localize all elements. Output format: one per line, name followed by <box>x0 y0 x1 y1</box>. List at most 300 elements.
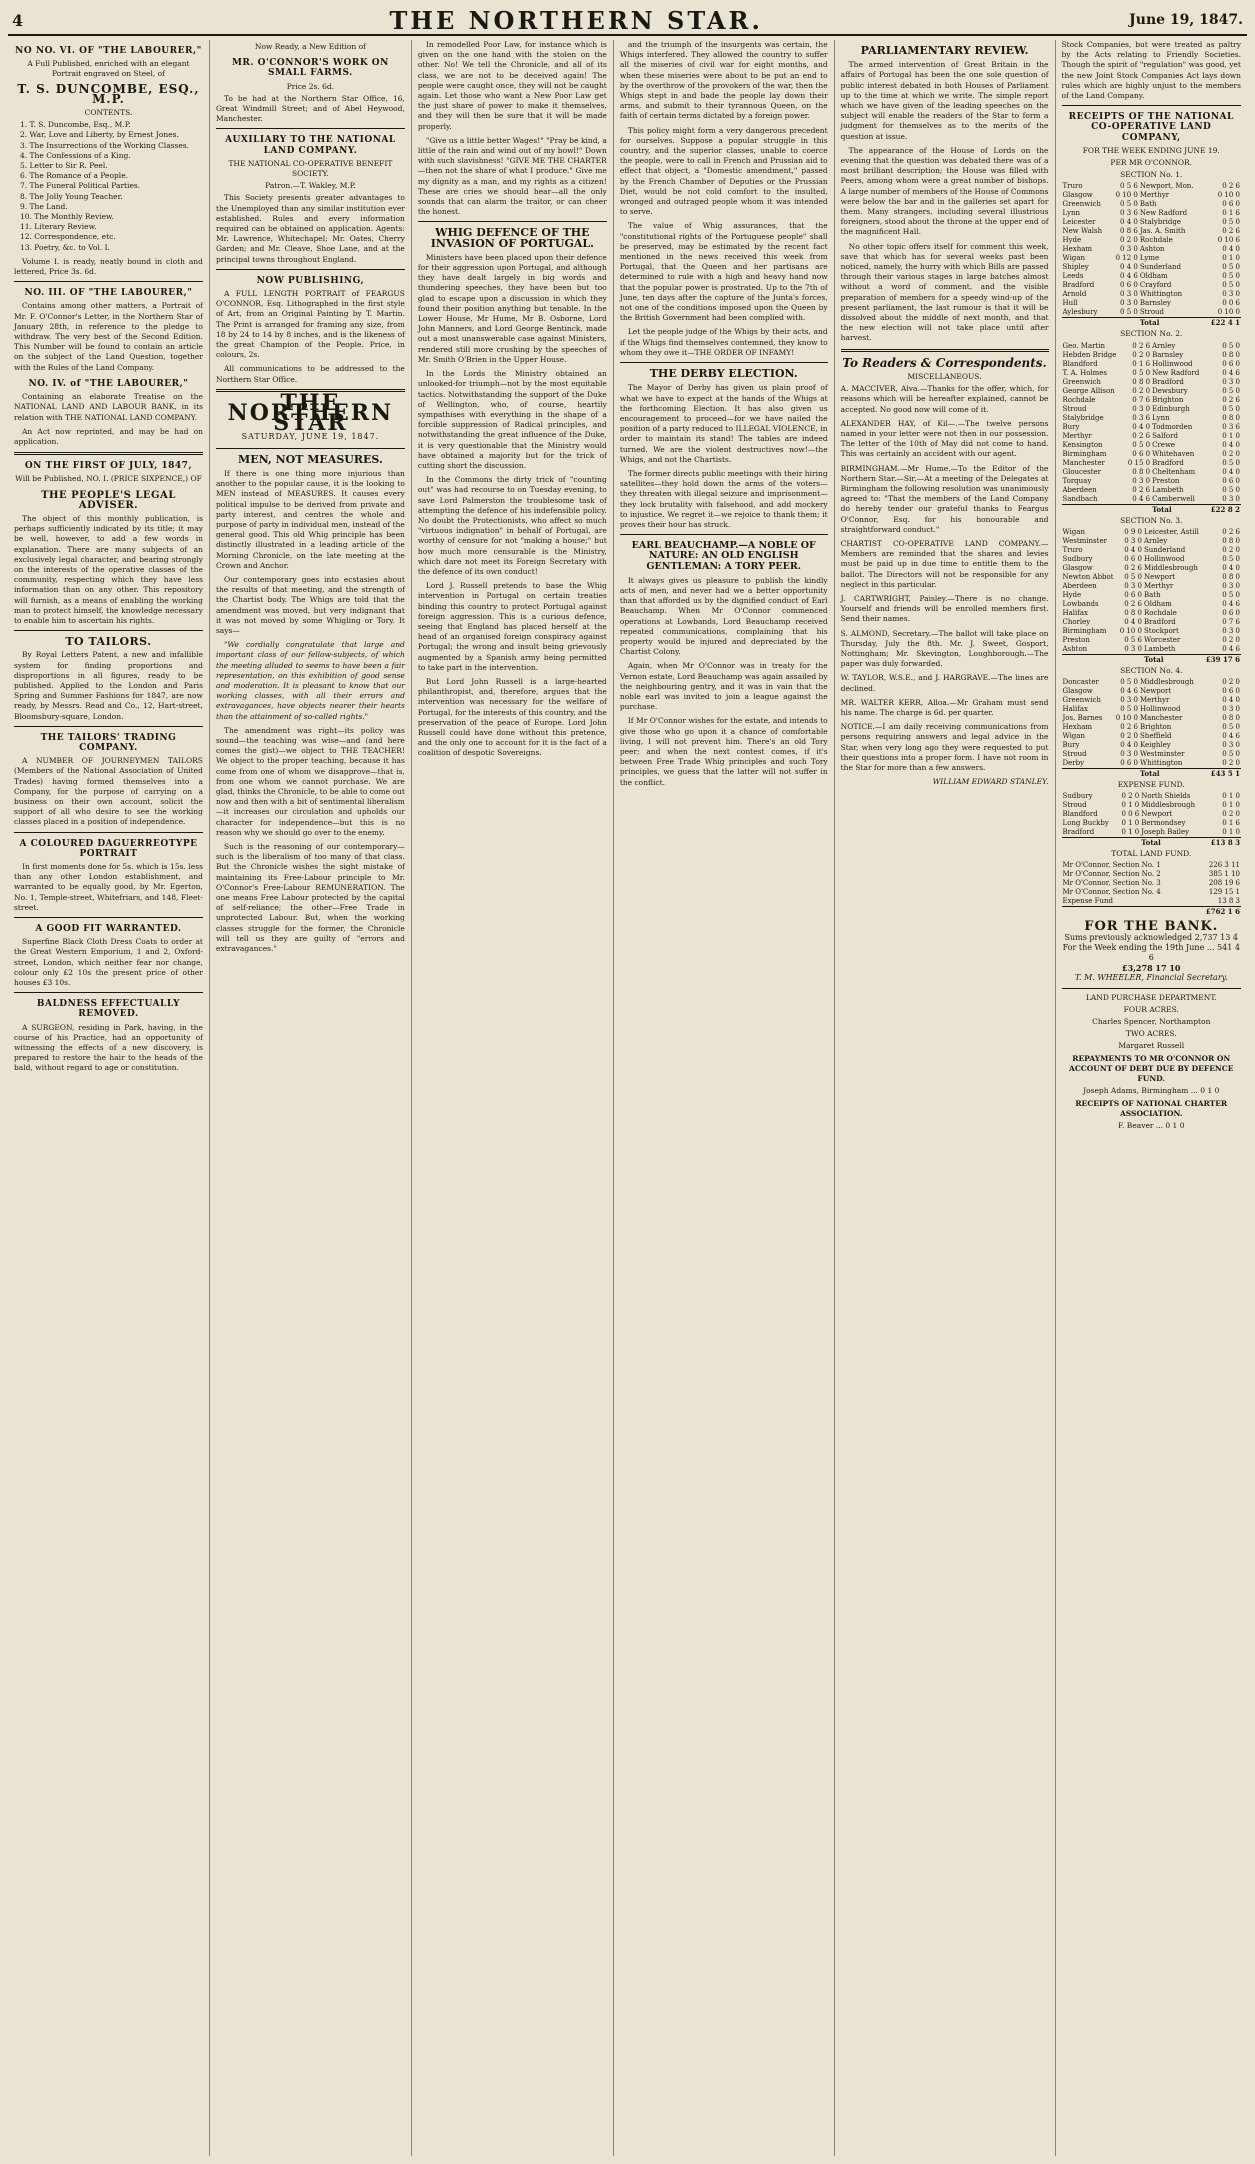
table-cell: Greenwich <box>1062 377 1101 386</box>
table-cell: Stockport <box>1144 626 1179 635</box>
table-cell <box>1117 654 1143 664</box>
table-row <box>1062 819 1242 828</box>
table-row <box>1062 687 1242 696</box>
table-cell: 0 4 0 <box>1120 263 1138 272</box>
table-row <box>1062 218 1242 227</box>
table-cell: 0 1 0 <box>1121 801 1140 810</box>
table-cell: 0 4 0 <box>1222 696 1240 705</box>
table-cell: Gloucester <box>1062 467 1102 476</box>
ad-labourer-vi-sub: A Full Published, enriched with an elegant Portrait engraved on Steel, of <box>27 59 190 79</box>
ad-legal-adviser-title: THE PEOPLE'S LEGAL ADVISER. <box>41 489 176 511</box>
land-purchase-line: TWO ACRES. <box>1125 1029 1177 1039</box>
list-item: 9. The Land. <box>20 201 68 211</box>
table-cell: 0 5 0 <box>1222 750 1240 759</box>
table-cell: Newport, Mon. <box>1139 182 1194 191</box>
table-cell: 0 4 6 <box>1222 599 1240 608</box>
table-row <box>1062 696 1242 705</box>
table-cell: Mr O'Connor, Section No. 4 <box>1062 888 1161 897</box>
table-cell: 0 5 6 <box>1120 182 1138 191</box>
lead-article-head: MEN, NOT MEASURES. <box>238 452 383 466</box>
section-1-table <box>1062 182 1242 327</box>
table-cell: 0 3 0 <box>1120 245 1138 254</box>
earl-beauchamp-paragraph: If Mr O'Connor wishes for the estate, and intends to give those who go upon it a chance of comfortable living, I will not prevent him. There's an old Tory peer; and when the next contest comes, if it's between Free Trade Whig principles and such Tory principles, we guess that the latter will not suffer in the conflict. <box>619 716 828 787</box>
divider <box>620 534 828 535</box>
table-cell: 0 4 0 <box>1120 741 1139 750</box>
table-cell: 0 3 0 <box>1120 696 1139 705</box>
table-cell: 0 3 0 <box>1124 536 1142 545</box>
receipts-intro: Stock Companies, but were treated as paltry by the Acts relating to Friendly Societies. Though the spirit of "regulation" was good, yet the new Joint Stock Companies Act lays down rules which are highly unjust to the members of the Land Company. <box>1061 40 1241 101</box>
parliamentary-review-paragraph: The armed intervention of Great Britain in the affairs of Portugal has been the one sole question of public interest debated in both Houses of Parliament up to the time at which we write. The simple report which we have given of the leading speeches on the subject will enable the readers of the Star to form a judgment for themselves as to the merits of the question at issue. <box>840 60 1049 141</box>
table-cell: 0 4 6 <box>1222 368 1240 377</box>
table-cell: 226 3 11 <box>1208 861 1240 870</box>
table-cell: 0 2 6 <box>1132 341 1151 350</box>
ad-good-fit-head: A GOOD FIT WARRANTED. <box>35 924 182 935</box>
table-cell: 0 2 6 <box>1222 527 1240 536</box>
table-cell: 0 5 0 <box>1120 308 1138 317</box>
table-row <box>1062 299 1242 308</box>
table-cell: 0 2 0 <box>1222 635 1240 644</box>
table-cell: 0 5 0 <box>1222 404 1240 413</box>
table-cell: Brighton <box>1152 395 1184 404</box>
table-cell: 0 4 0 <box>1120 218 1138 227</box>
table-cell: 0 3 0 <box>1222 705 1240 714</box>
table-cell: Greenwich <box>1062 200 1101 209</box>
table-cell: Expense Fund <box>1062 897 1114 906</box>
table-cell: Worcester <box>1144 635 1181 644</box>
table-cell: 0 6 0 <box>1222 476 1240 485</box>
table-cell: 0 15 0 <box>1127 458 1151 467</box>
table-cell: Torquay <box>1062 476 1092 485</box>
table-cell: 0 4 0 <box>1124 545 1142 554</box>
table-cell: 0 3 0 <box>1132 476 1151 485</box>
table-cell: 0 5 0 <box>1222 458 1240 467</box>
table-cell: Lyme <box>1139 254 1160 263</box>
section-2-head: SECTION No. 2. <box>1120 329 1183 339</box>
ad-portrait-head: NOW PUBLISHING, <box>256 275 365 286</box>
ad-labourer-iv-tail: An Act now reprinted, and may be had on application. <box>14 426 203 446</box>
ad-portrait-tail: All communications to be addressed to the Northern Star Office. <box>215 364 405 384</box>
land-purchase-line: Margaret Russell <box>1118 1041 1185 1051</box>
table-cell: 0 5 0 <box>1222 281 1240 290</box>
table-cell: Rochdale <box>1062 395 1096 404</box>
table-row <box>1062 723 1242 732</box>
page-number: 4 <box>12 10 24 30</box>
divider <box>1062 988 1242 989</box>
table-cell: 0 2 0 <box>1120 732 1139 741</box>
contents-list <box>20 120 203 253</box>
table-row <box>1062 227 1242 236</box>
ad-auxiliary-head: AUXILIARY TO THE NATIONAL LAND COMPANY. <box>225 135 396 156</box>
table-cell: Newton Abbot <box>1062 572 1114 581</box>
table-row <box>1062 828 1242 838</box>
table-cell: Kensington <box>1062 440 1103 449</box>
table-cell: Mr O'Connor, Section No. 1 <box>1062 861 1161 870</box>
table-cell: Newport <box>1141 810 1173 819</box>
table-cell: Blandford <box>1062 359 1098 368</box>
table-row <box>1062 627 1242 636</box>
table-cell: £22 8 2 <box>1206 504 1241 514</box>
table-cell: 0 2 0 <box>1121 792 1140 801</box>
whig-defence-paragraph: In the Lords the Ministry obtained an unlooked-for triumph—not by the most equitable tactics. Notwithstanding the support of the Duke of Wellington, who, of course, heartily sympathises with everything in the shape of a forcible suppression of Radical principles, and notwithstanding the great influence of the Duke, it is very questionable that the Ministry would have obtained a majority but for the trick of cutting short the discussion. <box>417 369 607 470</box>
table-cell: Arnley <box>1144 536 1168 545</box>
table-row <box>1062 555 1242 564</box>
list-item: 10. The Monthly Review. <box>20 212 114 222</box>
table-cell: 0 1 6 <box>1222 819 1240 828</box>
table-cell <box>1062 654 1118 664</box>
table-cell <box>1111 769 1139 779</box>
table-cell: 0 1 0 <box>1222 254 1240 263</box>
table-cell: Halifax <box>1062 608 1088 617</box>
table-cell: Total <box>1139 318 1204 328</box>
table-cell: Westminster <box>1062 536 1107 545</box>
table-cell: Derby <box>1062 759 1085 768</box>
repayments-head: REPAYMENTS TO MR O'CONNOR ON ACCOUNT OF DEBT DUE BY DEFENCE FUND. <box>1069 1053 1234 1084</box>
table-row <box>1062 897 1242 907</box>
lead-article-quote: "We cordially congratulate that large and important class of our fellow-subjects, of which the meeting alluded to seems to have been a fair representation, on this exhibition of good sense and moderation. It is pleasant to know that our working classes, with all their errors and extravagances, have objects nearer their hearts than the attainment of so-called rights." <box>215 640 405 721</box>
table-cell: Bradford <box>1152 458 1184 467</box>
table-cell: Leicester <box>1062 218 1096 227</box>
table-cell <box>1062 769 1111 779</box>
ad-legal-adviser-text: The object of this monthly publication, is perhaps sufficiently indicated by its title; it may be well, however, to add a few words in explanation. There are many subjects of an exclusively legal character, and bearing strongly on the interests of the operative classes of the community, respecting which they have less information than on any other. This repository will furnish, as a means of enabling the working man to protect himself, the knowledge necessary to enable him to ascertain his rights. <box>14 513 203 625</box>
correspondent-note: NOTICE.—I am daily receiving communications from persons requiring answers and legal advice in the Star, when very long ago they were requested to put their questions into a proper form. I have not room in the Star for more than a few answers. <box>840 722 1049 772</box>
table-cell: Hebden Bridge <box>1062 350 1117 359</box>
table-cell: 0 2 0 <box>1120 236 1138 245</box>
section-4-head: SECTION No. 4. <box>1120 665 1183 675</box>
table-cell: Merthyr <box>1139 191 1170 200</box>
table-cell: Hollinwood <box>1144 554 1185 563</box>
charter-receipts-head: RECEIPTS OF NATIONAL CHARTER ASSOCIATION. <box>1075 1098 1228 1118</box>
contents-label: CONTENTS. <box>84 108 133 118</box>
table-cell: 0 10 0 <box>1115 714 1139 723</box>
table-cell: Stroud <box>1062 801 1087 810</box>
table-row <box>1062 636 1242 645</box>
whig-defence-paragraph: But Lord John Russell is a large-hearted philanthropist, and, therefore, argues that the intervention was necessary for the welfare of Portugal, for the interests of this country, and the preservation of the peace of Europe. Lord John Russell could have done without this pretence, and the only one to account for it is the fact of a coalition of despotic Sovereigns. <box>417 676 607 758</box>
ad-auxiliary-sub: THE NATIONAL CO-OPERATIVE BENEFIT SOCIETY. <box>228 158 393 179</box>
whig-defence-paragraph: This policy might form a very dangerous precedent for ourselves. Suppose a popular struggle in this country, and the superior classes, unable to coerce the people, were to call in French and Prussian aid to effect that object, a "Domestic amendment," passed by the French Chamber of Deputies or the Prussian Diet, would be not cold comfort to the insulted, wronged and outraged people whom it was intended to serve. <box>619 125 828 217</box>
table-cell: Whittington <box>1139 290 1183 299</box>
table-cell: 0 10 0 <box>1217 308 1240 317</box>
lead-article-paragraph: Such is the reasoning of our contemporary—such is the liberalism of too many of that class. But the Chronicle wishes the sight mistake of maintaining its Free-Labour principle to Mr. O'Connor's Free-Labour REMUNERATION. The one means Free Labour protected by the capital of self-reliance; the other—Free Trade in unprotected Labour. But, when the working classes struggle for the former, the Chronicle will tell us they are guilty of "errors and extravagances." <box>215 842 405 954</box>
table-cell: 0 4 6 <box>1222 644 1240 653</box>
table-cell: Shipley <box>1062 263 1089 272</box>
table-cell: 0 6 0 <box>1222 608 1240 617</box>
table-cell: 0 10 6 <box>1217 236 1240 245</box>
section-2-table <box>1062 342 1242 514</box>
table-cell: 0 5 0 <box>1124 572 1142 581</box>
table-cell: 0 3 0 <box>1120 750 1139 759</box>
total-row <box>1062 504 1242 514</box>
table-cell: Lowbands <box>1062 599 1099 608</box>
table-row <box>1062 191 1242 200</box>
table-cell: Leeds <box>1062 272 1084 281</box>
list-item: 7. The Funeral Political Parties. <box>20 181 141 191</box>
table-cell: Rochdale <box>1144 608 1177 617</box>
divider <box>14 281 203 282</box>
table-cell: Merthyr <box>1140 696 1170 705</box>
table-cell: Long Buckby <box>1062 819 1109 828</box>
column-1 <box>8 40 209 2156</box>
earl-beauchamp-head: EARL BEAUCHAMP.—A NOBLE OF NATURE: AN OLD ENGLISH GENTLEMAN: A TORY PEER. <box>631 540 816 572</box>
table-row <box>1062 450 1242 459</box>
table-cell: 0 5 0 <box>1120 678 1139 687</box>
table-cell: 0 3 0 <box>1120 299 1138 308</box>
ad-auxiliary-text: This Society presents greater advantages to the Unemployed than any similar institution ever established. Rules and every information required can be obtained on application. Agents: Mr. Lawrence, Whitechapel; Mr. Oates, Cherry Garden; and Mr. Cleave, Shoe Lane, and at the principal towns throughout England. <box>215 193 405 264</box>
table-cell: 0 4 6 <box>1120 272 1138 281</box>
lead-article-paragraph: In remodelled Poor Law, for instance which is given on the one hand with the stolen on the other. No! We tell the Chronicle, and all of its class, we are not to be deceived again! The people were caught once, they will not be caught again. Let those who want a New Poor Law get the just share of power to make it themselves, and they will then be sure that it will be made properly. <box>417 40 607 131</box>
table-cell: Rochdale <box>1139 236 1173 245</box>
table-cell: Keighley <box>1140 741 1171 750</box>
table-cell: Glasgow <box>1062 191 1093 200</box>
table-cell: 0 5 0 <box>1222 485 1240 494</box>
table-cell: 0 2 6 <box>1222 227 1240 236</box>
bank-section <box>1062 919 1242 983</box>
section-4-table <box>1062 678 1242 778</box>
table-cell: 0 4 6 <box>1222 732 1240 741</box>
whig-defence-paragraph: The value of Whig assurances, that the "constitutional rights of the Portuguese people" shall be preserved, may be estimated by the recent fact mentioned in the news received this week from Portugal, that the Queen and her partisans are determined to rule with a high and heavy hand now that the popular power is prostrated. Up to the 7th of June, ten days after the capture of the Junta's forces, not one of the conditions imposed upon the Queen by the British Government had been complied with. <box>619 221 828 323</box>
ad-labourer-iv-text: Containing an elaborate Treatise on the NATIONAL LAND AND LABOUR BANK, in its relation with THE NATIONAL LAND COMPANY. <box>14 392 203 422</box>
table-row <box>1062 741 1242 750</box>
bank-signature: T. M. WHEELER, Financial Secretary. <box>1074 973 1228 983</box>
table-cell: Westminster <box>1140 750 1185 759</box>
ad-portrait-text: A FULL LENGTH PORTRAIT of FEARGUS O'CONNOR, Esq. Lithographed in the first style of Art, from an Original Painting by T. Martin. The Print is arranged for framing any size, from 18 by 24 to 14 by 8 inches, and is the likeness of the great Champion of the People. Price, in colours, 2s. <box>215 289 405 360</box>
table-cell: 0 5 0 <box>1222 218 1240 227</box>
table-cell: 0 2 0 <box>1222 545 1240 554</box>
table-cell: Preston <box>1152 476 1180 485</box>
table-row <box>1062 441 1242 450</box>
expense-fund-table <box>1062 792 1242 847</box>
derby-election-paragraph: The Mayor of Derby has given us plain proof of what we have to expect at the hands of the Whigs at the forthcoming Election. It has also given us encouragement to proceed—for we have nailed the position of a party reduced to ILLEGAL VIOLENCE, in order to maintain its stand! The tables are indeed turned. We are the violent destructives now!—the Whigs, and not the Chartists. <box>619 383 828 464</box>
table-cell: Hyde <box>1062 590 1082 599</box>
table-cell: New Radford <box>1139 209 1188 218</box>
table-cell: Stroud <box>1062 404 1087 413</box>
lead-article-paragraph: If there is one thing more injurious than another to the popular cause, it is the looking to MEN instead of MEASURES. It causes every political impulse to be derived from private and party interest, and centres the whole and purpose of party in individual men, instead of the general good. This old Whig principle has been distinctly illustrated in a leading article of the Morning Chronicle, on the late meeting at the Crown and Anchor. <box>215 468 405 570</box>
table-cell: 0 8 6 <box>1120 227 1138 236</box>
table-cell: 0 5 0 <box>1222 272 1240 281</box>
table-cell: Lambeth <box>1152 485 1184 494</box>
table-cell: 0 3 0 <box>1120 290 1138 299</box>
table-cell: 0 1 0 <box>1222 828 1240 837</box>
table-cell: Crayford <box>1139 281 1172 290</box>
column-5 <box>834 40 1055 2156</box>
table-row <box>1062 468 1242 477</box>
whig-defence-paragraph: and the triumph of the insurgents was certain, the Whigs interfered. They allowed the country to suffer all the miseries of civil war for eight months, and when these miseries were about to be put an end to by the overthrow of the provokers of the war, then the Whigs stept in and bade the people lay down their arms, and submit to their tyrannous Queen, on the faith of certain terms dictated by a foreign power. <box>619 40 828 121</box>
ad-legal-adviser-date: ON THE FIRST OF JULY, 1847, <box>24 461 193 472</box>
table-cell: 0 2 0 <box>1222 678 1240 687</box>
table-cell: 0 9 0 <box>1124 527 1142 536</box>
table-cell: Middlesbrough <box>1141 801 1196 810</box>
divider <box>14 992 203 993</box>
table-cell: Bradford <box>1152 377 1184 386</box>
column-3 <box>411 40 613 2156</box>
table-cell: 0 5 0 <box>1222 590 1240 599</box>
table-cell: Cheltenham <box>1152 467 1196 476</box>
table-cell: 0 2 6 <box>1124 563 1142 572</box>
ad-daguerreotype-text: In first moments done for 5s. which is 15s. less than any other London establishment, and warranted to be equally good, by Mr. Egerton, No. 1, Temple-street, Whitefriars, and 148, Fleet-street. <box>14 862 203 912</box>
table-row <box>1062 342 1242 351</box>
table-cell <box>1124 504 1151 514</box>
table-cell: Joseph Bailey <box>1141 828 1190 837</box>
table-cell: 0 3 0 <box>1124 581 1142 590</box>
table-cell: 0 5 0 <box>1222 723 1240 732</box>
table-cell: New Radford <box>1152 368 1200 377</box>
table-cell: £22 4 1 <box>1204 318 1241 328</box>
table-cell: George Allison <box>1062 386 1115 395</box>
total-row <box>1062 838 1242 848</box>
correspondent-note: W. TAYLOR, W.S.E., and J. HARGRAVE.—The lines are declined. <box>840 673 1049 693</box>
table-cell: Doncaster <box>1062 678 1099 687</box>
table-cell: Stalybridge <box>1062 413 1104 422</box>
ad-tailors-head: TO TAILORS. <box>65 635 152 649</box>
receipts-per: PER MR O'CONNOR. <box>1110 158 1193 168</box>
total-land-fund-table <box>1062 861 1242 916</box>
table-cell: 0 3 0 <box>1222 581 1240 590</box>
table-cell: Wigan <box>1062 527 1085 536</box>
table-cell: Barnsley <box>1152 350 1184 359</box>
table-cell: 0 8 0 <box>1132 377 1151 386</box>
table-cell: 0 6 0 <box>1120 281 1138 290</box>
table-cell: Birmingham <box>1062 626 1107 635</box>
table-cell: 0 2 0 <box>1222 759 1240 768</box>
table-cell: 0 3 0 <box>1222 626 1240 635</box>
table-cell: Total <box>1139 769 1204 779</box>
table-cell: 0 3 0 <box>1124 644 1142 653</box>
table-cell: Manchester <box>1062 458 1105 467</box>
lead-article-paragraph: The amendment was right—its policy was sound—the teaching was wise—and (and here comes the gist)—we object to THE TEACHER! We object to the proper teaching, because it has come from one of whom we disapprove—that is, from one whom we cannot purchase. We are glad, thinks the Chronicle, to be able to come out now and then with a bit of sentimental liberalism—it increases our circulation and upholds our character for independence—but this is no reason why we should go over to the enemy. <box>215 725 405 837</box>
table-row <box>1062 209 1242 218</box>
ad-tailors-text: By Royal Letters Patent, a new and infallible system for finding proportions and disproportions in all figures, ready to be published. Applied to the London and Paris Spring and Summer Fashions for 1847, are now ready, by Messrs. Read and Co., 12, Hart-street, Bloomsbury-square, London. <box>14 650 203 721</box>
table-cell: 208 19 6 <box>1208 879 1240 888</box>
table-cell: 0 10 0 <box>1217 191 1240 200</box>
table-cell: Birmingham <box>1062 449 1107 458</box>
ad-small-farms-text: To be had at the Northern Star Office, 16, Great Windmill Street; and of Abel Heywood, Manchester. <box>215 93 405 124</box>
table-cell: 0 2 6 <box>1132 431 1151 440</box>
table-row <box>1062 486 1242 495</box>
columns <box>8 40 1247 2156</box>
table-row <box>1062 645 1242 655</box>
table-row <box>1062 423 1242 432</box>
table-row <box>1062 546 1242 555</box>
table-row <box>1062 308 1242 318</box>
table-cell: Bury <box>1062 422 1080 431</box>
table-cell: Stroud <box>1062 750 1087 759</box>
table-cell: 0 4 0 <box>1222 245 1240 254</box>
table-row <box>1062 792 1242 801</box>
divider <box>14 630 203 631</box>
table-cell: Blandford <box>1062 810 1098 819</box>
table-cell: Bury <box>1062 741 1080 750</box>
table-cell <box>1062 504 1124 514</box>
table-cell: New Walsh <box>1062 227 1103 236</box>
ad-small-farms-title: MR. O'CONNOR'S WORK ON SMALL FARMS. <box>231 58 389 79</box>
table-row <box>1062 888 1242 897</box>
parliamentary-review-paragraph: No other topic offers itself for comment this week, save that which has for several weeks past been noticed, namely, the hurry with which Bills are passed through their various stages in large batches almost without a word of comment, and the visible preparation of members for a speedy wind-up of the present parliament, the last rumour is that it will be dissolved about the middle of next month, and that the new election will not take place until after harvest. <box>840 241 1049 343</box>
table-cell: 0 6 0 <box>1222 200 1240 209</box>
table-cell: Bath <box>1139 200 1157 209</box>
table-cell: Stroud <box>1139 308 1165 317</box>
divider <box>841 349 1049 352</box>
table-cell: 0 5 0 <box>1132 368 1151 377</box>
table-cell: Sandbach <box>1062 494 1098 503</box>
correspondents-sub: MISCELLANEOUS. <box>907 371 982 381</box>
table-cell: 0 8 0 <box>1132 467 1151 476</box>
table-cell: Total <box>1143 654 1203 664</box>
table-cell: Geo. Martin <box>1062 341 1106 350</box>
table-row <box>1062 714 1242 723</box>
table-cell: 0 5 0 <box>1222 341 1240 350</box>
table-row <box>1062 861 1242 870</box>
table-row <box>1062 281 1242 290</box>
divider <box>216 128 405 129</box>
table-row <box>1062 182 1242 191</box>
whig-defence-head: WHIG DEFENCE OF THE INVASION OF PORTUGAL. <box>430 226 594 250</box>
table-cell: 0 8 0 <box>1222 572 1240 581</box>
table-cell: 0 1 6 <box>1222 209 1240 218</box>
correspondent-note: ALEXANDER HAY, of Kil—.—The twelve persons named in your letter were not then in our possession. The letter of the 10th of May did not come to hand. This was certainly an accident with our agent. <box>840 418 1049 459</box>
column-2 <box>209 40 411 2156</box>
table-cell: Oldham <box>1144 599 1172 608</box>
table-row <box>1062 245 1242 254</box>
table-cell: 0 3 6 <box>1120 209 1138 218</box>
table-row <box>1062 582 1242 591</box>
charter-receipts-line: F. Beaver ... 0 1 0 <box>1118 1120 1185 1130</box>
table-cell: Total <box>1140 838 1205 848</box>
table-cell: Jas. A. Smith <box>1139 227 1186 236</box>
table-cell: 0 2 0 <box>1132 386 1151 395</box>
table-cell: Hollinwood <box>1140 705 1181 714</box>
table-row <box>1062 369 1242 378</box>
table-cell: Aylesbury <box>1062 308 1098 317</box>
list-item: 11. Literary Review. <box>20 222 97 232</box>
divider <box>216 269 405 270</box>
table-cell: 0 8 0 <box>1222 413 1240 422</box>
table-cell: Oldham <box>1139 272 1168 281</box>
table-row <box>1062 600 1242 609</box>
whig-defence-paragraph: Lord J. Russell pretends to base the Whig intervention in Portugal on certain treaties binding this country to protect Portugal against foreign aggression. This is a curious defence, seeing that England has placed herself at the head of an organised foreign conspiracy against Portugal; the wrong and insult being grievously augmented by a Spanish army being permitted to take part in the intervention. <box>417 581 607 672</box>
table-cell: Newport <box>1144 572 1176 581</box>
table-cell: Lynn <box>1062 209 1080 218</box>
editorial-title: THE NORTHERN STAR <box>227 389 394 437</box>
table-row <box>1062 801 1242 810</box>
table-cell: 0 2 6 <box>1222 182 1240 191</box>
table-cell: 0 4 0 <box>1222 440 1240 449</box>
table-cell: 0 8 0 <box>1124 608 1142 617</box>
ad-small-farms-price: Price 2s. 6d. <box>286 81 335 91</box>
table-row <box>1062 254 1242 263</box>
table-row <box>1062 750 1242 759</box>
table-row <box>1062 618 1242 627</box>
table-cell: Wigan <box>1062 732 1085 741</box>
parliamentary-review-head: PARLIAMENTARY REVIEW. <box>860 44 1029 57</box>
column-6 <box>1055 40 1248 2156</box>
divider <box>14 726 203 727</box>
table-cell: Todmorden <box>1152 422 1193 431</box>
table-row <box>1062 810 1242 819</box>
ad-legal-adviser-sub: Will be Published, NO. I. (PRICE SIXPENCE,) OF <box>15 474 202 484</box>
table-cell: Whitehaven <box>1152 449 1195 458</box>
table-cell: Truro <box>1062 182 1083 191</box>
table-cell: 0 2 6 <box>1132 485 1151 494</box>
table-cell: 0 5 0 <box>1132 440 1151 449</box>
table-cell: Stalybridge <box>1139 218 1182 227</box>
table-cell: Jos. Barnes <box>1062 714 1103 723</box>
list-item: 13. Poetry, &c. to Vol. I. <box>20 242 110 252</box>
table-cell: Mr O'Connor, Section No. 3 <box>1062 879 1161 888</box>
table-cell: 0 6 0 <box>1132 449 1151 458</box>
table-row <box>1062 459 1242 468</box>
divider <box>620 362 828 363</box>
receipts-subtitle: FOR THE WEEK ENDING JUNE 19. <box>1082 145 1220 155</box>
table-cell: 0 5 0 <box>1222 263 1240 272</box>
